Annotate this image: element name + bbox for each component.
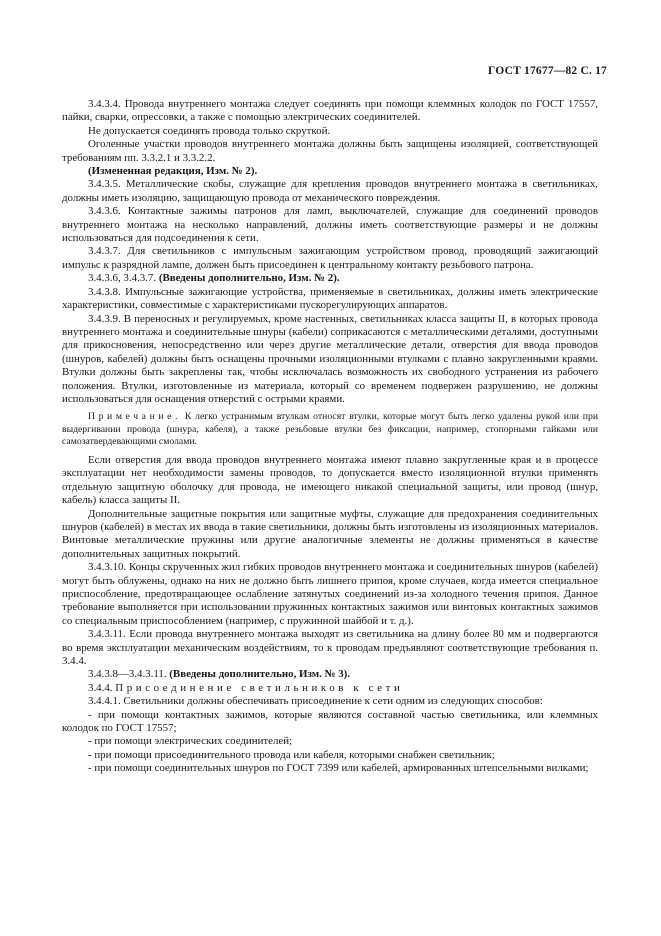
paragraph: Не допускается соединять провода только скруткой. <box>88 124 331 137</box>
paragraph: 3.4.3.7. Для светильников с импульсным зажигающим устройством провод, проводящий зажигающий импульс к разрядной лампе, должен быть присоединен к центральному контакту резьбового патрона. <box>62 245 598 271</box>
amendment-note <box>62 668 598 681</box>
paragraph: 3.4.4.1. Светильники должны обеспечивать присоединение к сети одним из следующих способов: <box>88 695 543 708</box>
paragraph: Если отверстия для ввода проводов внутреннего монтажа имеют плавно закругленные края и в процессе эксплуатации нет необходимости замены проводов, то допускается вместо изоляционной втулки применять отдельную защитную оболочку для провода, не имеющего никакой специальной защиты, или провод (шнур, кабель) класса защиты II. <box>62 453 598 507</box>
amendment-note <box>62 165 598 178</box>
paragraph: Оголенные участки проводов внутреннего монтажа должны быть защищены изоляцией, соответствующей требованиям пп. 3.3.2.1 и 3.3.2.2. <box>62 138 598 164</box>
paragraph: 3.4.3.4. Провода внутреннего монтажа следует соединять при помощи клеммных колодок по ГОСТ 17557, пайки, сварки, опрессовки, а также с помощью электрических соединителей. <box>62 98 598 124</box>
clause-numbers: 3.4.3.6, 3.4.3.7. <box>88 272 157 285</box>
paragraph: 3.4.3.6. Контактные зажимы патронов для ламп, выключателей, служащие для соединений проводов внутреннего монтажа на несколько направлений, должны иметь соответствующие размеры и не должны использоваться для подсоединения к сети. <box>62 205 598 245</box>
section-heading <box>62 682 598 695</box>
clause-numbers: 3.4.3.8—3.4.3.11. <box>88 668 167 681</box>
paragraph: 3.4.3.5. Металлические скобы, служащие для крепления проводов внутреннего монтажа в светильниках, должны иметь изоляцию, защищающую провода от механического повреждения. <box>62 178 598 204</box>
document-body <box>62 98 598 776</box>
paragraph: 3.4.3.10. Концы скрученных жил гибких проводов внутреннего монтажа и соединительных шнуров (кабелей) могут быть облужены, однако на них не должно быть лишнего припоя, кроме случаев, когда имеется специальное приспособление, предотвращающее ослабление затянутых соединений из-за холодного течения припоя. Данное требование выполняется при использовании пружинных контактных зажимов или винтовых контактных зажимов со специальным приспособлением (например, с пружинной шайбой и т. д.). <box>62 561 598 627</box>
section-title: Присоединение светильников к сети <box>115 681 404 694</box>
note-label: Примечание. <box>88 411 182 423</box>
list-item: - при помощи электрических соединителей; <box>88 735 293 748</box>
paragraph: Дополнительные защитные покрытия или защитные муфты, служащие для предохранения соединительных шнуров (кабелей) в местах их ввода в такие светильники, должны быть изготовлены из изоляционных материалов. Винтовые металлические пружины или другие аналогичные элементы не должны применяться в качестве дополнительных защитных покрытий. <box>62 507 598 560</box>
amendment-text: (Введены дополнительно, Изм. № 2). <box>158 272 340 285</box>
list-item: - при помощи соединительных шнуров по ГОСТ 7399 или кабелей, армированных штепсельными вилками; <box>88 762 589 775</box>
amendment-text: (Введены дополнительно, Изм. № 3). <box>169 668 351 681</box>
page-header: ГОСТ 17677—82 С. 17 <box>488 65 607 77</box>
paragraph: 3.4.3.8. Импульсные зажигающие устройства, применяемые в светильниках, должны иметь электрические характеристики, совместимые с характеристиками пускорегулирующих аппаратов. <box>62 285 598 312</box>
amendment-note <box>62 272 598 285</box>
paragraph: 3.4.3.11. Если провода внутреннего монтажа выходят из светильника на длину более 80 мм и подвергаются во время эксплуатации механическим воздействиям, то к проводам предъявляют соответствующие требования п. 3.4.4. <box>62 628 598 668</box>
note <box>62 411 598 448</box>
list-item: - при помощи присоединительного провода или кабеля, которыми снабжен светильник; <box>88 748 495 761</box>
section-number: 3.4.4. <box>88 681 113 694</box>
note-text: К легко устранимым втулкам относят втулки, которые могут быть легко удалены рукой или при выдергивании провода (шнура, кабеля), а также резьбовые втулки без фиксации, например, стопорными гайками или самозатвердевающими смолами. <box>62 411 599 447</box>
amendment-text: (Измененная редакция, Изм. № 2). <box>88 165 258 178</box>
paragraph: 3.4.3.9. В переносных и регулируемых, кроме настенных, светильниках класса защиты II, в которых провода внутреннего монтажа и соединительные шнуры (кабели) соприкасаются с металлическими деталями, доступными для прикосновения, непосредственно или через другие металлические детали, отверстия для ввода проводов (шнуров, кабелей) должны быть оснащены прочными изоляционными втулками с плавно закругленными краями. Втулки должны быть закреплены так, чтобы исключалась возможность их свободного устранения из рабочего положения. Втулки, изготовленные из материала, который со временем подвержен разрушению, не должны использоваться для оснащения отверстий с острыми краями. <box>62 312 598 405</box>
list-item: - при помощи контактных зажимов, которые являются составной частью светильника, или клеммных колодок по ГОСТ 17557; <box>62 708 598 735</box>
